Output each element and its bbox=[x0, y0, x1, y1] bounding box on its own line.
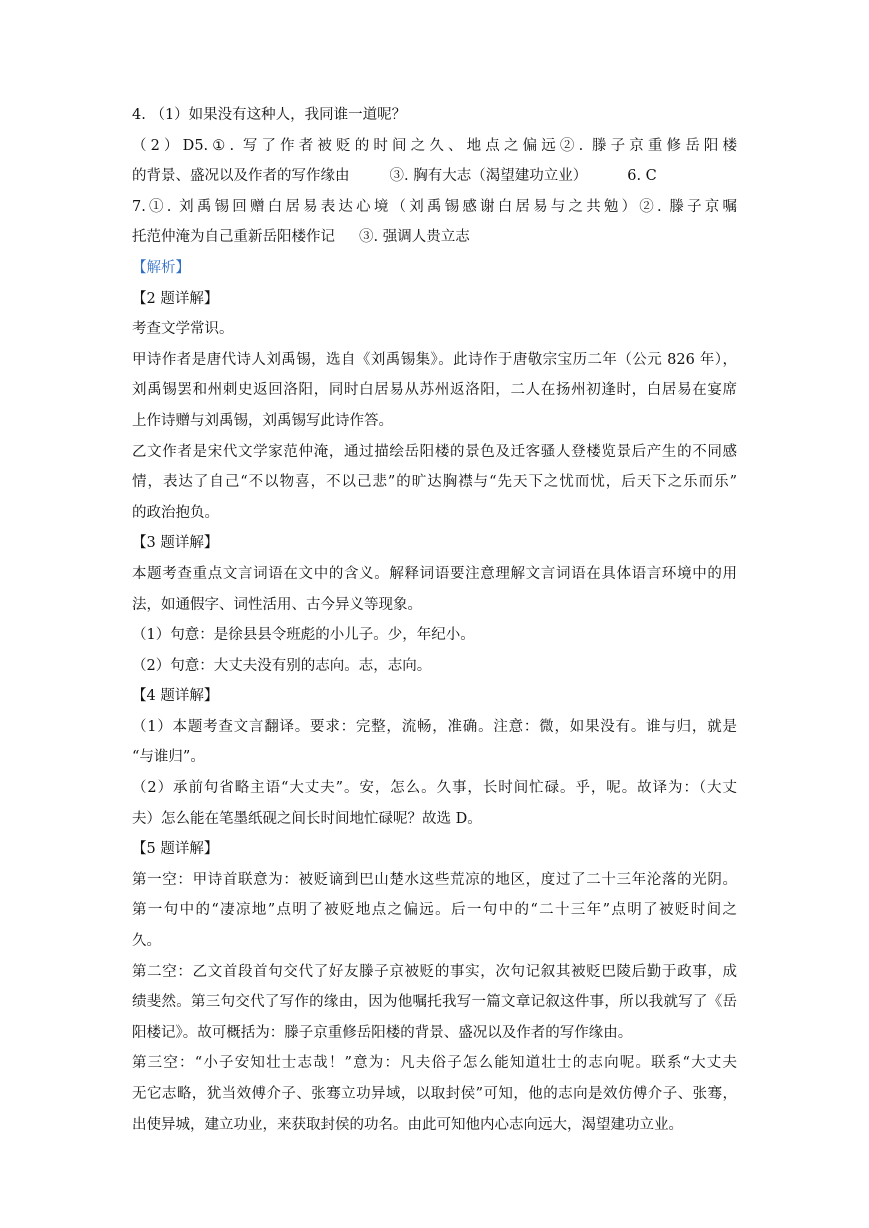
paragraph-line: 乙文作者是宋代文学家范仲淹，通过描绘岳阳楼的景色及迁客骚人登楼览景后产生的不同感 bbox=[132, 443, 737, 460]
answers-block bbox=[132, 100, 737, 253]
paragraph-line: 久。 bbox=[132, 933, 161, 950]
answer-5-part-2-cont: 的背景、盛况以及作者的写作缘由 bbox=[132, 168, 350, 185]
paragraph-line: 的政治抱负。 bbox=[132, 504, 219, 521]
paragraph-line: 第一句中的“凄凉地”点明了被贬地点之偏远。后一句中的“二十三年”点明了被贬时间之 bbox=[132, 902, 737, 919]
answer-7-part-2-cont: 托范仲淹为自己重新岳阳楼作记 bbox=[132, 229, 335, 246]
answer-line-7 bbox=[132, 192, 737, 223]
analysis-label: 【解析】 bbox=[132, 259, 190, 276]
paragraph-line: 第一空：甲诗首联意为：被贬谪到巴山楚水这些荒凉的地区，度过了二十三年沦落的光阴。 bbox=[132, 871, 737, 888]
paragraph-line: 无它志略，犹当效傅介子、张骞立功异域，以取封侯”可知，他的志向是效仿傅介子、张骞， bbox=[132, 1086, 737, 1102]
paragraph-line: 情，表达了自己“不以物喜，不以己悲”的旷达胸襟与“先天下之忧而忧，后天下之乐而乐” bbox=[132, 474, 737, 491]
answer-5-part-2: ②. 滕子京重修岳阳楼 bbox=[559, 137, 738, 154]
answer-7-number: 7. bbox=[132, 198, 146, 215]
answer-5-part-1: ①. 写了作者被贬的时间之久、地点之偏远 bbox=[208, 137, 560, 154]
answer-2: （2）D bbox=[132, 137, 195, 154]
paragraph-line: 第二空：乙文首段首句交代了好友滕子京被贬的事实，次句记叙其被贬巴陵后勤于政事，成 bbox=[132, 963, 737, 980]
answer-7-part-3: ③. 强调人贵立志 bbox=[359, 229, 470, 246]
answer-line-4: 4. （1）如果没有这种人，我同谁一道呢？ bbox=[132, 107, 407, 123]
answer-5-number: 5. bbox=[194, 137, 209, 154]
answer-line-2-5 bbox=[132, 131, 737, 162]
q5-section bbox=[132, 834, 737, 1140]
paragraph-line: 出使异城，建立功业，来获取封侯的功名。由此可知他内心志向远大，渴望建功立业。 bbox=[132, 1116, 683, 1133]
answer-6: 6. C bbox=[627, 168, 657, 185]
answer-line-7-cont bbox=[132, 222, 737, 253]
q3-heading: 【3 题详解】 bbox=[132, 535, 219, 552]
paragraph-line: （1）句意：是徐县县令班彪的小儿子。少，年纪小。 bbox=[132, 627, 475, 644]
q2-section bbox=[132, 284, 737, 529]
paragraph-line: 刘禹锡罢和州刺史返回洛阳，同时白居易从苏州返洛阳，二人在扬州初逢时，白居易在宴席 bbox=[132, 382, 737, 399]
paragraph-line: 考查文学常识。 bbox=[132, 321, 234, 338]
q5-heading: 【5 题详解】 bbox=[132, 841, 219, 858]
paragraph-line: 甲诗作者是唐代诗人刘禹锡，选自《刘禹锡集》。此诗作于唐敬宗宝历二年（公元 826 年）， bbox=[132, 351, 737, 368]
paragraph-line: “与谁归”。 bbox=[132, 749, 205, 766]
paragraph-line: （1）本题考查文言翻译。要求：完整，流畅，准确。注意：微，如果没有。谁与归，就是 bbox=[132, 718, 737, 735]
paragraph-line: 第三空：“小子安知壮士志哉！”意为：凡夫俗子怎么能知道壮士的志向呢。联系“大丈夫 bbox=[132, 1055, 737, 1072]
q4-section bbox=[132, 681, 737, 834]
q3-section bbox=[132, 528, 737, 681]
answer-line-5-cont bbox=[132, 161, 737, 192]
answer-5-part-3: ③. 胸有大志（渴望建功立业） bbox=[389, 168, 588, 185]
paragraph-line: （2）承前句省略主语“大丈夫”。安，怎么。久事，长时间忙碌。乎，呢。故译为：（大丈 bbox=[132, 780, 737, 797]
paragraph-line: 夫）怎么能在笔墨纸砚之间长时间地忙碌呢？故选 D。 bbox=[132, 810, 482, 827]
answer-7-part-1: ①. 刘禹锡回赠白居易表达心境（刘禹锡感谢白居易与之共勉） bbox=[145, 198, 640, 215]
paragraph-line: 绩斐然。第三句交代了写作的缘由，因为他嘱托我写一篇文章记叙这件事，所以我就写了《岳 bbox=[132, 994, 737, 1011]
paragraph-line: 上作诗赠与刘禹锡，刘禹锡写此诗作答。 bbox=[132, 412, 393, 429]
q4-heading: 【4 题详解】 bbox=[132, 688, 219, 705]
paragraph-line: （2）句意：大丈夫没有别的志向。志，志向。 bbox=[132, 657, 432, 674]
paragraph-line: 本题考查重点文言词语在文中的含义。解释词语要注意理解文言词语在具体语言环境中的用 bbox=[132, 565, 737, 582]
paragraph-line: 阳楼记》。故可概括为：滕子京重修岳阳楼的背景、盛况以及作者的写作缘由。 bbox=[132, 1024, 633, 1041]
answer-7-part-2: ②. 滕子京嘱 bbox=[639, 198, 738, 215]
paragraph-line: 法，如通假字、词性活用、古今异义等现象。 bbox=[132, 596, 422, 613]
q2-heading: 【2 题详解】 bbox=[132, 290, 219, 307]
